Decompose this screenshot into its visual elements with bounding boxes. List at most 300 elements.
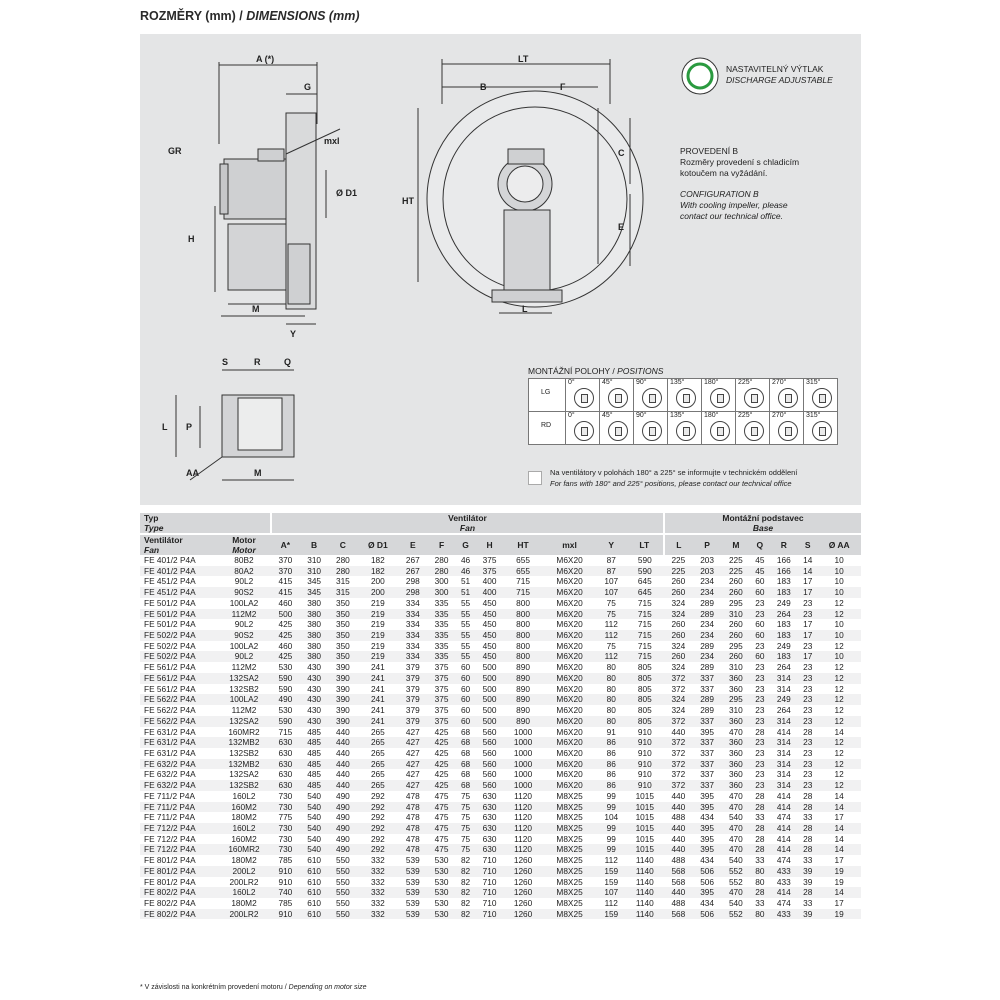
table-row: [140, 844, 861, 855]
position-cell: [600, 379, 634, 412]
table-cell: 474: [769, 898, 798, 909]
table-cell: 475: [427, 844, 456, 855]
table-cell: 500: [475, 673, 504, 684]
angle-label: 225°: [738, 379, 753, 386]
table-cell: 107: [597, 576, 626, 587]
table-cell: 23: [798, 759, 817, 770]
table-cell: 28: [798, 802, 817, 813]
table-cell: 39: [798, 866, 817, 877]
table-cell: 475: [427, 834, 456, 845]
table-cell: 715: [626, 651, 664, 662]
table-cell: 160M2: [217, 834, 271, 845]
table-cell: 1260: [504, 855, 542, 866]
table-cell: 710: [475, 898, 504, 909]
table-cell: 380: [300, 651, 329, 662]
table-cell: FE 711/2 P4A: [140, 802, 217, 813]
table-cell: FE 501/2 P4A: [140, 619, 217, 630]
table-cell: 166: [769, 555, 798, 566]
table-cell: 415: [271, 587, 300, 598]
table-cell: 55: [456, 630, 475, 641]
table-cell: 12: [817, 662, 861, 673]
table-cell: 60: [750, 576, 769, 587]
table-cell: 334: [398, 609, 427, 620]
fan-position-icon: [574, 388, 594, 408]
table-row: [140, 727, 861, 738]
table-cell: FE 802/2 P4A: [140, 909, 217, 920]
table-row: [140, 866, 861, 877]
table-cell: 427: [398, 748, 427, 759]
table-cell: 55: [456, 641, 475, 652]
table-cell: 485: [300, 769, 329, 780]
table-cell: 180M2: [217, 898, 271, 909]
table-cell: 315: [329, 576, 358, 587]
positions-title-en: POSITIONS: [617, 366, 664, 376]
column-header: Q: [750, 534, 769, 555]
table-cell: FE 561/2 P4A: [140, 673, 217, 684]
table-cell: 75: [456, 791, 475, 802]
table-cell: 86: [597, 737, 626, 748]
column-header: L: [664, 534, 693, 555]
table-cell: 60: [750, 619, 769, 630]
table-cell: 350: [329, 609, 358, 620]
label-c: C: [618, 148, 625, 158]
table-cell: 14: [817, 727, 861, 738]
table-cell: M6X20: [542, 576, 597, 587]
table-cell: 414: [769, 844, 798, 855]
table-cell: 630: [475, 791, 504, 802]
column-header: Y: [597, 534, 626, 555]
table-cell: 10: [817, 555, 861, 566]
table-cell: 1120: [504, 802, 542, 813]
table-row: [140, 737, 861, 748]
table-cell: 500: [475, 662, 504, 673]
drawing-panel: [140, 34, 861, 505]
table-cell: 332: [357, 909, 398, 920]
table-cell: 180M2: [217, 812, 271, 823]
table-cell: 800: [504, 609, 542, 620]
table-cell: 335: [427, 609, 456, 620]
table-cell: 390: [329, 716, 358, 727]
table-cell: 75: [456, 834, 475, 845]
table-cell: 28: [750, 802, 769, 813]
table-cell: 82: [456, 866, 475, 877]
table-cell: 112: [597, 898, 626, 909]
table-cell: 183: [769, 630, 798, 641]
table-cell: 530: [427, 866, 456, 877]
table-cell: M8X25: [542, 844, 597, 855]
table-cell: 590: [271, 673, 300, 684]
table-cell: FE 501/2 P4A: [140, 598, 217, 609]
table-cell: 715: [504, 587, 542, 598]
table-cell: 395: [693, 727, 722, 738]
table-cell: 372: [664, 737, 693, 748]
table-cell: M8X25: [542, 898, 597, 909]
table-row: [140, 769, 861, 780]
table-cell: 23: [750, 705, 769, 716]
table-cell: 805: [626, 694, 664, 705]
table-cell: 200: [357, 576, 398, 587]
table-cell: 379: [398, 716, 427, 727]
table-cell: FE 562/2 P4A: [140, 694, 217, 705]
table-cell: 350: [329, 651, 358, 662]
table-cell: 475: [427, 802, 456, 813]
table-cell: 540: [721, 812, 750, 823]
table-cell: 1260: [504, 909, 542, 920]
table-cell: 414: [769, 823, 798, 834]
table-row: [140, 598, 861, 609]
table-cell: 28: [798, 823, 817, 834]
table-cell: 86: [597, 759, 626, 770]
label-mxl: mxl: [324, 136, 340, 146]
table-cell: 75: [597, 641, 626, 652]
table-cell: 430: [300, 694, 329, 705]
table-cell: 260: [664, 576, 693, 587]
positions-note-en: For fans with 180° and 225° positions, please contact our technical office: [550, 479, 792, 488]
table-cell: 1000: [504, 769, 542, 780]
table-cell: 1140: [626, 855, 664, 866]
table-cell: 372: [664, 684, 693, 695]
table-cell: 370: [271, 555, 300, 566]
table-cell: 360: [721, 748, 750, 759]
table-cell: M6X20: [542, 716, 597, 727]
angle-label: 180°: [704, 412, 719, 419]
table-cell: 434: [693, 812, 722, 823]
table-cell: 219: [357, 630, 398, 641]
table-cell: M8X25: [542, 909, 597, 920]
table-cell: 425: [427, 737, 456, 748]
positions-note-cz: Na ventilátory v polohách 180° a 225° se informujte v technickém oddělení: [550, 468, 798, 477]
table-cell: 219: [357, 609, 398, 620]
table-cell: 430: [300, 716, 329, 727]
table-cell: 100LA2: [217, 694, 271, 705]
table-cell: FE 501/2 P4A: [140, 609, 217, 620]
table-cell: 478: [398, 844, 427, 855]
page-title: [140, 9, 359, 23]
table-cell: 200LR2: [217, 877, 271, 888]
fan-position-icon: [574, 421, 594, 441]
table-row: [140, 877, 861, 888]
table-row: [140, 791, 861, 802]
table-cell: 82: [456, 898, 475, 909]
label-m: M: [252, 304, 260, 314]
table-cell: 490: [271, 694, 300, 705]
position-cell: [566, 412, 600, 445]
table-cell: 260: [721, 587, 750, 598]
table-cell: 112M2: [217, 705, 271, 716]
table-cell: 427: [398, 769, 427, 780]
table-cell: 82: [456, 855, 475, 866]
table-cell: 470: [721, 802, 750, 813]
table-cell: 530: [427, 877, 456, 888]
table-cell: 14: [798, 555, 817, 566]
table-cell: FE 802/2 P4A: [140, 887, 217, 898]
table-row: [140, 673, 861, 684]
table-cell: 28: [798, 727, 817, 738]
table-cell: 655: [504, 555, 542, 566]
table-cell: 264: [769, 609, 798, 620]
table-cell: 414: [769, 727, 798, 738]
table-cell: 68: [456, 727, 475, 738]
table-cell: 540: [300, 844, 329, 855]
table-cell: M6X20: [542, 566, 597, 577]
table-cell: 28: [798, 887, 817, 898]
rotation-label: [529, 412, 566, 445]
table-cell: 219: [357, 598, 398, 609]
table-cell: M8X25: [542, 834, 597, 845]
header-vent-cz: Ventilátor: [144, 535, 183, 545]
table-cell: 180M2: [217, 855, 271, 866]
table-cell: 485: [300, 737, 329, 748]
table-cell: 203: [693, 555, 722, 566]
table-cell: 440: [329, 748, 358, 759]
label-e: E: [618, 222, 625, 232]
table-cell: 28: [750, 791, 769, 802]
table-cell: 890: [504, 662, 542, 673]
table-cell: 265: [357, 769, 398, 780]
table-cell: FE 502/2 P4A: [140, 641, 217, 652]
config-cz-line1: Rozměry provedení s chladicím: [680, 157, 800, 167]
table-cell: 379: [398, 684, 427, 695]
table-cell: 265: [357, 727, 398, 738]
table-cell: 12: [817, 748, 861, 759]
table-cell: 249: [769, 694, 798, 705]
table-cell: 183: [769, 576, 798, 587]
table-cell: 241: [357, 673, 398, 684]
table-cell: 225: [721, 555, 750, 566]
config-en-line1: With cooling impeller, please: [680, 200, 788, 210]
table-cell: 530: [271, 662, 300, 673]
table-cell: 260: [664, 651, 693, 662]
table-cell: 310: [721, 609, 750, 620]
table-cell: 470: [721, 727, 750, 738]
table-cell: 182: [357, 566, 398, 577]
angle-label: 0°: [568, 379, 575, 386]
table-cell: 60: [456, 684, 475, 695]
table-cell: 375: [427, 694, 456, 705]
table-cell: 645: [626, 576, 664, 587]
positions-title: [528, 366, 850, 376]
table-cell: 33: [750, 898, 769, 909]
table-cell: 33: [798, 898, 817, 909]
table-cell: 372: [664, 748, 693, 759]
table-cell: 414: [769, 887, 798, 898]
table-cell: 324: [664, 598, 693, 609]
table-cell: 332: [357, 898, 398, 909]
position-cell: [736, 379, 770, 412]
table-cell: 314: [769, 737, 798, 748]
table-cell: 630: [475, 812, 504, 823]
table-cell: 1140: [626, 866, 664, 877]
footnote: [140, 984, 366, 991]
table-cell: 45: [750, 566, 769, 577]
table-cell: 630: [271, 780, 300, 791]
table-cell: 23: [750, 694, 769, 705]
table-cell: 249: [769, 598, 798, 609]
table-cell: 434: [693, 898, 722, 909]
table-cell: 12: [817, 716, 861, 727]
table-cell: 379: [398, 694, 427, 705]
table-cell: 132SB2: [217, 684, 271, 695]
table-cell: 23: [798, 737, 817, 748]
header-motor-en: Motor: [232, 545, 256, 555]
label-d1: Ø D1: [336, 188, 358, 198]
discharge-en: DISCHARGE ADJUSTABLE: [726, 75, 833, 85]
table-cell: 12: [817, 705, 861, 716]
table-cell: 610: [300, 877, 329, 888]
table-cell: 51: [456, 587, 475, 598]
table-cell: 805: [626, 662, 664, 673]
table-cell: 488: [664, 855, 693, 866]
table-cell: 1260: [504, 866, 542, 877]
table-cell: 345: [300, 576, 329, 587]
header-type-cz: Typ: [144, 513, 159, 523]
table-cell: 375: [475, 566, 504, 577]
table-cell: 14: [817, 844, 861, 855]
table-cell: 23: [798, 684, 817, 695]
table-cell: 267: [398, 566, 427, 577]
table-cell: 440: [664, 844, 693, 855]
table-cell: FE 712/2 P4A: [140, 823, 217, 834]
table-cell: 375: [427, 684, 456, 695]
table-cell: FE 631/2 P4A: [140, 748, 217, 759]
table-cell: FE 712/2 P4A: [140, 834, 217, 845]
table-cell: 14: [817, 823, 861, 834]
table-cell: 730: [271, 802, 300, 813]
table-cell: 474: [769, 812, 798, 823]
table-cell: 470: [721, 834, 750, 845]
table-cell: 80: [597, 694, 626, 705]
table-cell: 23: [798, 609, 817, 620]
table-cell: 506: [693, 866, 722, 877]
table-cell: 470: [721, 844, 750, 855]
table-cell: 334: [398, 641, 427, 652]
table-cell: 75: [456, 802, 475, 813]
position-cell: [770, 412, 804, 445]
column-header: F: [427, 534, 456, 555]
angle-label: 270°: [772, 412, 787, 419]
table-cell: 539: [398, 877, 427, 888]
positions-grid: [528, 378, 838, 445]
table-cell: 450: [475, 651, 504, 662]
table-cell: 1140: [626, 877, 664, 888]
table-cell: 99: [597, 823, 626, 834]
table-cell: 490: [329, 791, 358, 802]
table-cell: 372: [664, 673, 693, 684]
table-cell: M6X20: [542, 684, 597, 695]
table-cell: 430: [300, 705, 329, 716]
table-cell: 300: [427, 576, 456, 587]
table-cell: 530: [271, 705, 300, 716]
table-cell: 337: [693, 780, 722, 791]
table-cell: 475: [427, 823, 456, 834]
table-cell: 360: [721, 716, 750, 727]
table-cell: 470: [721, 791, 750, 802]
table-cell: 380: [300, 641, 329, 652]
table-cell: 324: [664, 694, 693, 705]
table-cell: 68: [456, 737, 475, 748]
table-cell: 295: [721, 598, 750, 609]
table-cell: 427: [398, 727, 427, 738]
table-cell: 300: [427, 587, 456, 598]
table-cell: 75: [456, 844, 475, 855]
column-header: Ø AA: [817, 534, 861, 555]
table-cell: 360: [721, 737, 750, 748]
table-cell: 890: [504, 673, 542, 684]
table-cell: 314: [769, 673, 798, 684]
table-cell: 430: [300, 662, 329, 673]
table-cell: 166: [769, 566, 798, 577]
table-cell: 332: [357, 855, 398, 866]
table-cell: 314: [769, 769, 798, 780]
header-fan-cz: Ventilátor: [448, 513, 487, 523]
table-cell: 390: [329, 694, 358, 705]
table-cell: 730: [271, 823, 300, 834]
table-cell: 500: [475, 694, 504, 705]
table-cell: 710: [475, 866, 504, 877]
table-cell: M8X25: [542, 877, 597, 888]
table-cell: 1120: [504, 823, 542, 834]
table-cell: 280: [329, 566, 358, 577]
table-cell: 132SB2: [217, 748, 271, 759]
table-cell: FE 561/2 P4A: [140, 684, 217, 695]
table-cell: 234: [693, 587, 722, 598]
table-cell: 730: [271, 844, 300, 855]
column-header: M: [721, 534, 750, 555]
table-cell: 82: [456, 877, 475, 888]
table-cell: 219: [357, 641, 398, 652]
table-cell: 630: [475, 844, 504, 855]
table-cell: 112M2: [217, 662, 271, 673]
angle-label: 135°: [670, 412, 685, 419]
position-cell: [600, 412, 634, 445]
table-cell: 395: [693, 844, 722, 855]
table-cell: 292: [357, 802, 398, 813]
table-row: [140, 887, 861, 898]
table-cell: 475: [427, 791, 456, 802]
table-cell: 314: [769, 759, 798, 770]
table-cell: 107: [597, 887, 626, 898]
table-cell: 335: [427, 651, 456, 662]
table-cell: 12: [817, 609, 861, 620]
table-cell: 234: [693, 651, 722, 662]
column-header: mxl: [542, 534, 597, 555]
table-cell: 530: [427, 898, 456, 909]
table-cell: 23: [750, 641, 769, 652]
table-row: [140, 802, 861, 813]
table-cell: 539: [398, 855, 427, 866]
angle-label: 225°: [738, 412, 753, 419]
table-cell: 539: [398, 887, 427, 898]
header-base-cz: Montážní podstavec: [722, 513, 804, 523]
column-header: B: [300, 534, 329, 555]
table-cell: 1015: [626, 791, 664, 802]
table-cell: 314: [769, 684, 798, 695]
table-cell: 23: [750, 759, 769, 770]
table-cell: 267: [398, 555, 427, 566]
table-cell: 450: [475, 641, 504, 652]
table-cell: 610: [300, 866, 329, 877]
table-cell: 86: [597, 769, 626, 780]
angle-label: 0°: [568, 412, 575, 419]
table-cell: 292: [357, 834, 398, 845]
table-cell: 112: [597, 630, 626, 641]
table-cell: 890: [504, 716, 542, 727]
table-cell: 1015: [626, 812, 664, 823]
table-cell: M6X20: [542, 651, 597, 662]
table-cell: 324: [664, 662, 693, 673]
table-cell: 23: [798, 662, 817, 673]
table-cell: 560: [475, 737, 504, 748]
